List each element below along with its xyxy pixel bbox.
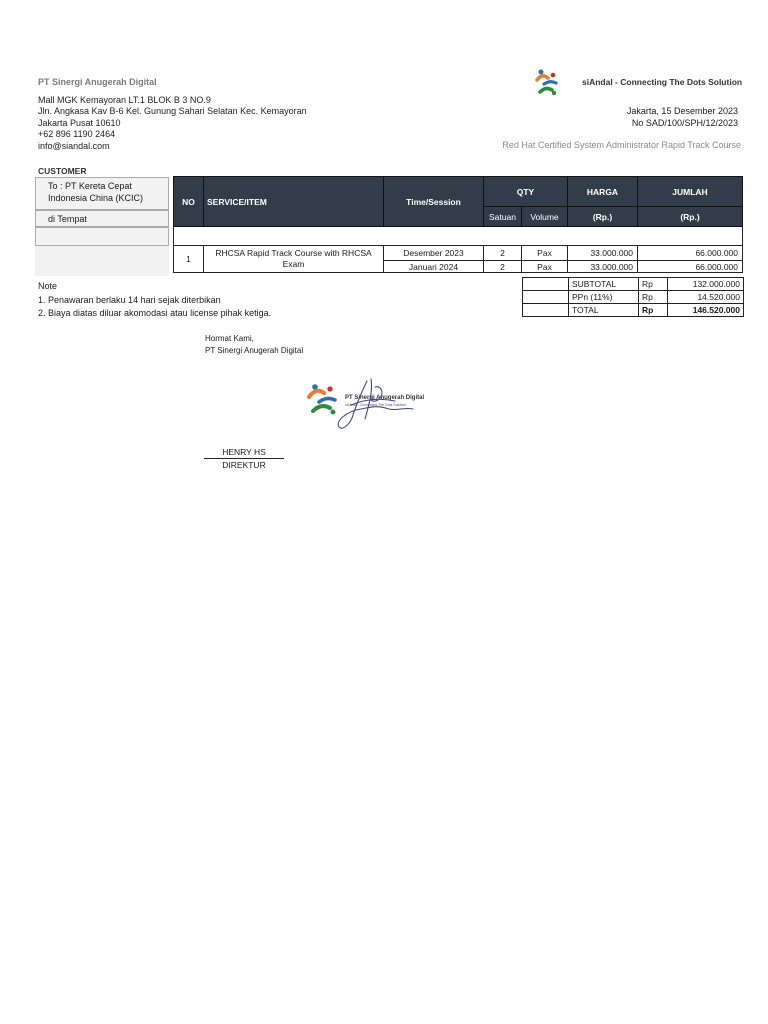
item-jumlah: 66.000.000 (638, 261, 743, 273)
signer-name: HENRY HS (204, 447, 284, 459)
ppn-currency: Rp (639, 291, 668, 304)
item-jumlah: 66.000.000 (638, 246, 743, 261)
item-time: Januari 2024 (384, 261, 484, 273)
customer-location: di Tempat (35, 210, 169, 227)
note-item: 2. Biaya diatas diluar akomodasi atau license pihak ketiga. (38, 308, 272, 318)
closing-greeting: Hormat Kami, (205, 334, 254, 343)
item-service: RHCSA Rapid Track Course with RHCSA Exam (204, 246, 384, 273)
subtotal-label: SUBTOTAL (569, 278, 639, 291)
item-volume: Pax (522, 261, 568, 273)
item-satuan: 2 (484, 246, 522, 261)
item-harga: 33.000.000 (568, 261, 638, 273)
header-satuan: Satuan (484, 207, 522, 227)
total-currency: Rp (639, 304, 668, 317)
table-row (174, 246, 743, 261)
quotation-table (173, 176, 743, 273)
totals-row (523, 278, 744, 291)
totals-blank-cell (523, 278, 569, 291)
header-no: NO (174, 177, 204, 227)
header-time: Time/Session (384, 177, 484, 227)
item-volume: Pax (522, 246, 568, 261)
address-line: Jln. Angkasa Kav B-6 Kel. Gunung Sahari Selatan Kec. Kemayoran (38, 106, 307, 117)
customer-to-line: To : PT Kereta Cepat (48, 181, 132, 191)
item-satuan: 2 (484, 261, 522, 273)
table-spacer-row (174, 227, 743, 246)
subtotal-value: 132.000.000 (668, 278, 744, 291)
notes-title: Note (38, 281, 58, 291)
customer-empty-row (35, 246, 169, 276)
customer-empty-row (35, 227, 169, 246)
header-service: SERVICE/ITEM (204, 177, 384, 227)
header-volume: Volume (522, 207, 568, 227)
closing (205, 333, 303, 357)
customer-to (35, 177, 169, 210)
totals-blank-cell (523, 291, 569, 304)
company-tagline: siAndal - Connecting The Dots Solution (582, 77, 743, 87)
company-stamp-signature (305, 375, 430, 435)
document-subject: Red Hat Certified System Administrator Rapid Track Course (502, 140, 741, 150)
customer-to-line: Indonesia China (KCIC) (48, 193, 144, 203)
total-value: 146.520.000 (668, 304, 744, 317)
totals-row (523, 291, 744, 304)
document-info (627, 106, 738, 129)
total-label: TOTAL (569, 304, 639, 317)
email: info@siandal.com (38, 140, 110, 151)
document-number: No SAD/100/SPH/12/2023 (631, 117, 738, 128)
address-line: Mall MGK Kemayoran LT.1 BLOK B 3 NO.9 (38, 95, 211, 105)
stamp-company-name: PT Sinergi Anugerah Digital (345, 395, 425, 401)
phone: +62 896 1190 2464 (38, 129, 116, 140)
stamp-tagline: siAndal - Connecting The Dots Solution (345, 403, 407, 407)
stamp-logo-icon (309, 384, 336, 414)
item-harga: 33.000.000 (568, 246, 638, 261)
subtotal-currency: Rp (639, 278, 668, 291)
ppn-label: PPn (11%) (569, 291, 639, 304)
totals-blank-cell (523, 304, 569, 317)
address-line: Jakarta Pusat 10610 (38, 117, 121, 128)
totals-table (522, 277, 744, 317)
header-jumlah: JUMLAH (638, 177, 743, 207)
place-date: Jakarta, 15 Desember 2023 (626, 106, 738, 116)
note-item: 1. Penawaran berlaku 14 hari sejak diterbikan (38, 294, 221, 305)
company-address (38, 95, 307, 152)
totals-row (523, 304, 744, 317)
header-harga-unit: (Rp.) (568, 207, 638, 227)
siandal-logo-icon (534, 68, 560, 96)
ppn-value: 14.520.000 (668, 291, 744, 304)
closing-company: PT Sinergi Anugerah Digital (205, 346, 304, 355)
signer-title: DIREKTUR (222, 460, 266, 470)
header-qty: QTY (484, 177, 568, 207)
company-name: PT Sinergi Anugerah Digital (38, 77, 157, 87)
item-time: Desember 2023 (384, 246, 484, 261)
header-jumlah-unit: (Rp.) (638, 207, 743, 227)
notes (38, 280, 271, 321)
customer-label: CUSTOMER (38, 166, 87, 176)
header-harga: HARGA (568, 177, 638, 207)
item-no: 1 (174, 246, 204, 273)
